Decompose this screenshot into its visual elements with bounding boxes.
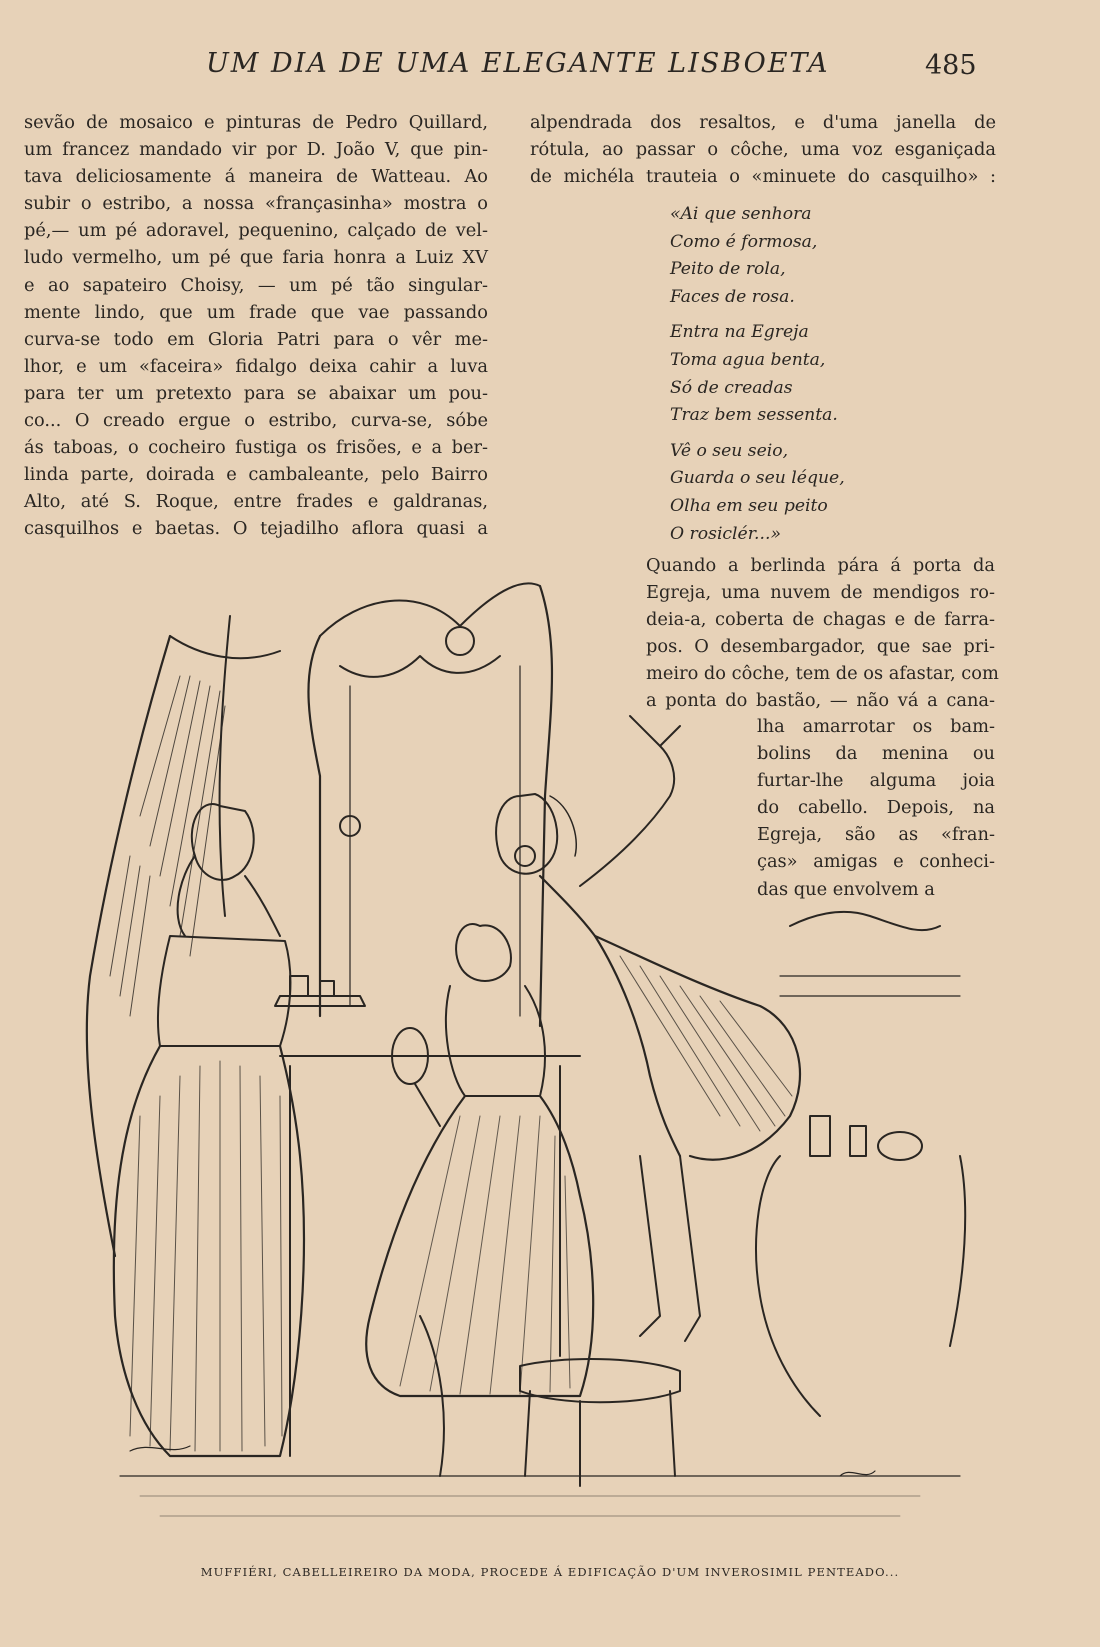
verse-stanza bbox=[670, 201, 990, 311]
song-verse bbox=[670, 201, 990, 556]
verse-line: Entra na Egreja bbox=[670, 322, 809, 343]
page-header bbox=[0, 48, 1100, 88]
text-line: lha amarrotar os bam- bbox=[757, 716, 995, 737]
engraving-illustration bbox=[20, 556, 1020, 1548]
text-line: subir o estribo, a nossa «françasinha» mostra o bbox=[24, 193, 488, 215]
verse-line: Vê o seu seio, bbox=[670, 440, 789, 461]
text-line: linda parte, doirada e cambaleante, pelo Bairro bbox=[24, 464, 488, 486]
text-line: de michéla trauteia o «minuete do casquilho» : bbox=[530, 166, 996, 188]
text-line: sevão de mosaico e pinturas de Pedro Quillard, bbox=[24, 112, 488, 133]
text-line: e ao sapateiro Choisy, — um pé tão singular- bbox=[24, 274, 488, 296]
text-line: casquilhos e baetas. O tejadilho aflora quasi a bbox=[24, 518, 488, 540]
illustration-caption: MUFFIÉRI, CABELLEIREIRO DA MODA, PROCEDE Á EDIFICAÇÃO D'UM INVEROSIMIL PENTEADO... bbox=[200, 1565, 900, 1579]
text-line: a ponta do bastão, — não vá a cana- bbox=[646, 690, 995, 712]
verse-line: «Ai que senhora bbox=[670, 204, 812, 224]
text-line: Quando a berlinda pára á porta da bbox=[646, 555, 995, 576]
text-line: tava deliciosamente á maneira de Watteau. Ao bbox=[24, 166, 488, 188]
text-line: pos. O desembargador, que sae pri- bbox=[646, 636, 995, 658]
verse-line: Faces de rosa. bbox=[670, 286, 795, 307]
verse-line: Olha em seu peito bbox=[670, 495, 828, 516]
text-line: Alto, até S. Roque, entre frades e galdranas, bbox=[24, 491, 488, 513]
text-line: ludo vermelho, um pé que faria honra a Luiz XV bbox=[24, 247, 488, 269]
verse-line: Traz bem sessenta. bbox=[670, 405, 838, 426]
text-line: furtar-lhe alguma joia bbox=[757, 770, 995, 792]
text-line: bolins da menina ou bbox=[757, 743, 995, 765]
text-line: alpendrada dos resaltos, e d'uma janella de bbox=[530, 112, 996, 133]
text-line: deia-a, coberta de chagas e de farra- bbox=[646, 609, 995, 631]
text-line: Egreja, são as «fran- bbox=[757, 824, 995, 846]
verse-stanza bbox=[670, 319, 990, 429]
text-line: co... O creado ergue o estribo, curva-se, sóbe bbox=[24, 410, 488, 432]
text-line: rótula, ao passar o côche, uma voz esganiçada bbox=[530, 139, 996, 161]
left-column bbox=[24, 109, 488, 543]
verse-line: Só de creadas bbox=[670, 377, 793, 398]
text-line: para ter um pretexto para se abaixar um pou- bbox=[24, 382, 488, 404]
text-line: um francez mandado vir por D. João V, que pin- bbox=[24, 139, 488, 161]
verse-line: Peito de rola, bbox=[670, 259, 786, 280]
right-column-top bbox=[530, 109, 996, 190]
running-title: UM DIA DE UMA ELEGANTE LISBOETA bbox=[206, 48, 830, 79]
verse-line: O rosiclér...» bbox=[670, 523, 781, 544]
page-number: 485 bbox=[925, 50, 977, 81]
verse-line: Como é formosa, bbox=[670, 231, 818, 252]
text-line: meiro do côche, tem de os afastar, com bbox=[646, 663, 999, 685]
verse-line: Guarda o seu léque, bbox=[670, 468, 845, 489]
text-line: ás taboas, o cocheiro fustiga os frisões, e a ber- bbox=[24, 437, 488, 459]
text-line: lhor, e um «faceira» fidalgo deixa cahir a luva bbox=[24, 355, 488, 377]
verse-stanza bbox=[670, 438, 990, 548]
text-line: curva-se todo em Gloria Patri para o vêr me- bbox=[24, 328, 488, 350]
text-line: do cabello. Depois, na bbox=[757, 797, 995, 819]
text-line: das que envolvem a bbox=[757, 878, 935, 900]
text-line: mente lindo, que um frade que vae passando bbox=[24, 301, 488, 323]
text-line: pé,— um pé adoravel, pequenino, calçado de vel- bbox=[24, 220, 488, 242]
verse-line: Toma agua benta, bbox=[670, 349, 826, 370]
text-line: ças» amigas e conheci- bbox=[757, 851, 995, 873]
text-line: Egreja, uma nuvem de mendigos ro- bbox=[646, 582, 995, 604]
